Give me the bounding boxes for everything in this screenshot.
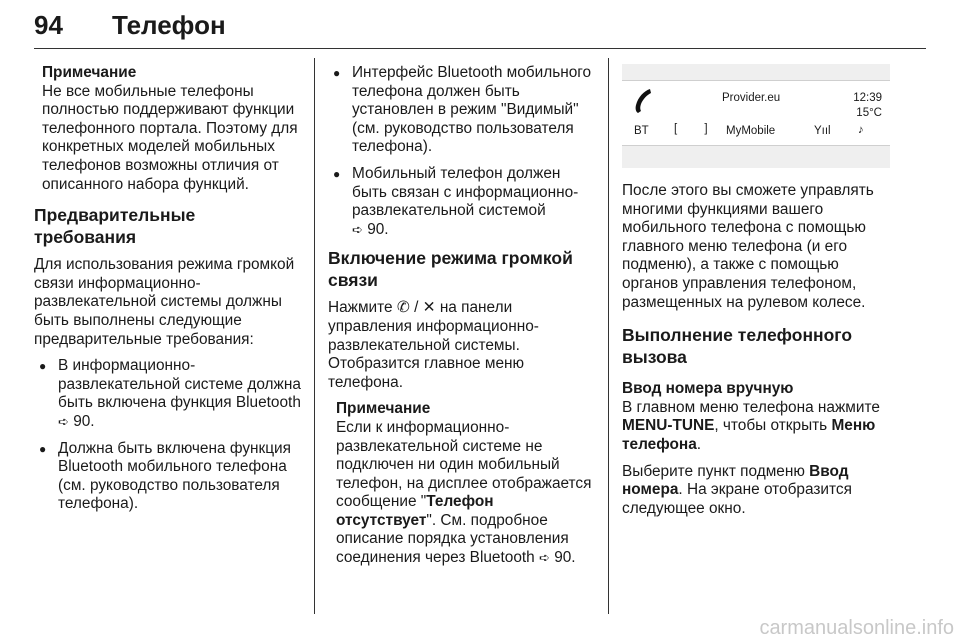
phone-handset-icon bbox=[630, 87, 658, 115]
prereq-list bbox=[34, 357, 302, 514]
mute-icon: ✕ bbox=[422, 299, 436, 317]
page-number: 94 bbox=[34, 10, 63, 40]
after-text: После этого вы сможете управлять многими функциями вашего мобильного телефона с помощью главного меню телефона (и его подменю), а также с помощью органов управления телефоном, размещенных на рулевом колесе. bbox=[622, 182, 874, 311]
signal-icon: Yııl bbox=[814, 125, 831, 137]
display-mobile: MyMobile bbox=[726, 125, 776, 137]
manual-text: В главном меню телефона нажмите MENU-TUNE, чтобы открыть Меню телефона. bbox=[622, 398, 880, 453]
phone-icon: ✆ bbox=[396, 299, 410, 317]
page-ref-icon[interactable]: ➪ bbox=[539, 550, 550, 566]
note-2 bbox=[336, 400, 596, 567]
display-time: 12:39 bbox=[853, 92, 882, 104]
prereq-text: Для использования режима громкой связи информационно-развлекательной системы должны быть выполнены следующие предварительные требования: bbox=[34, 256, 295, 348]
prereq-heading: Предварительные требования bbox=[34, 205, 196, 248]
list-item: ● Мобильный телефон должен быть связан с информационно-развлекательной системой ➪ 90. bbox=[328, 165, 596, 239]
column-2 bbox=[328, 64, 596, 578]
activate-text: Нажмите ✆ / ✕ на панели управления информационно-развлекательной системы. Отобразится главное меню телефона. bbox=[328, 299, 539, 391]
display-provider: Provider.eu bbox=[722, 92, 781, 104]
display-bt: BT bbox=[634, 125, 649, 137]
display-temp: 15°C bbox=[856, 107, 882, 119]
page-ref-icon[interactable]: ➪ bbox=[352, 221, 363, 237]
prereq-list-cont bbox=[328, 64, 596, 239]
note-1 bbox=[42, 64, 302, 194]
display-brackets: [ ] bbox=[674, 123, 720, 135]
column-divider bbox=[314, 58, 315, 614]
note-title: Примечание bbox=[42, 64, 137, 81]
display-screen bbox=[622, 80, 890, 146]
note-text: Если к информационно-развлекательной системе не подключен ни один мобильный телефон, на дисплее отображается сообщение "Телефон отсутствует". См. подробное описание порядка установления соединения через Bluetooth ➪ 90. bbox=[336, 418, 592, 567]
page-header bbox=[34, 8, 928, 50]
watermark: carmanualsonline.info bbox=[759, 617, 954, 639]
manual-heading: Ввод номера вручную bbox=[622, 380, 794, 398]
list-item: ● В информационно-развлекательной системе должна быть включена функция Bluetooth ➪ 90. bbox=[34, 357, 302, 431]
list-item: ● Должна быть включена функция Bluetooth мобильного телефона (см. руководство пользователя телефона). bbox=[34, 440, 302, 514]
column-1 bbox=[34, 64, 302, 522]
call-heading: Выполнение телефонного вызова bbox=[622, 325, 853, 368]
page-title: Телефон bbox=[112, 10, 226, 40]
column-divider bbox=[608, 58, 609, 614]
note-text: Не все мобильные телефоны полностью поддерживают функции телефонного портала. Поэтому для конкретных моделей мобильных телефонов возможны отличия от описанного набора функций. bbox=[42, 82, 298, 193]
phone-display-image bbox=[622, 64, 890, 168]
note-title: Примечание bbox=[336, 400, 431, 418]
list-item: ● Интерфейс Bluetooth мобильного телефона должен быть установлен в режим "Видимый" (см. руководство пользователя телефона). bbox=[328, 64, 596, 157]
page-ref[interactable]: 90. bbox=[73, 412, 95, 430]
header-rule bbox=[34, 48, 926, 49]
select-text: Выберите пункт подменю Ввод номера. На экране отобразится следующее окно. bbox=[622, 462, 852, 517]
page-ref[interactable]: 90. bbox=[367, 220, 389, 238]
volume-icon: ♪ bbox=[858, 124, 864, 136]
activate-heading: Включение режима громкой связи bbox=[328, 248, 573, 291]
page-ref-icon[interactable]: ➪ bbox=[58, 413, 69, 429]
page-ref[interactable]: 90. bbox=[554, 549, 576, 567]
column-3 bbox=[622, 64, 888, 526]
